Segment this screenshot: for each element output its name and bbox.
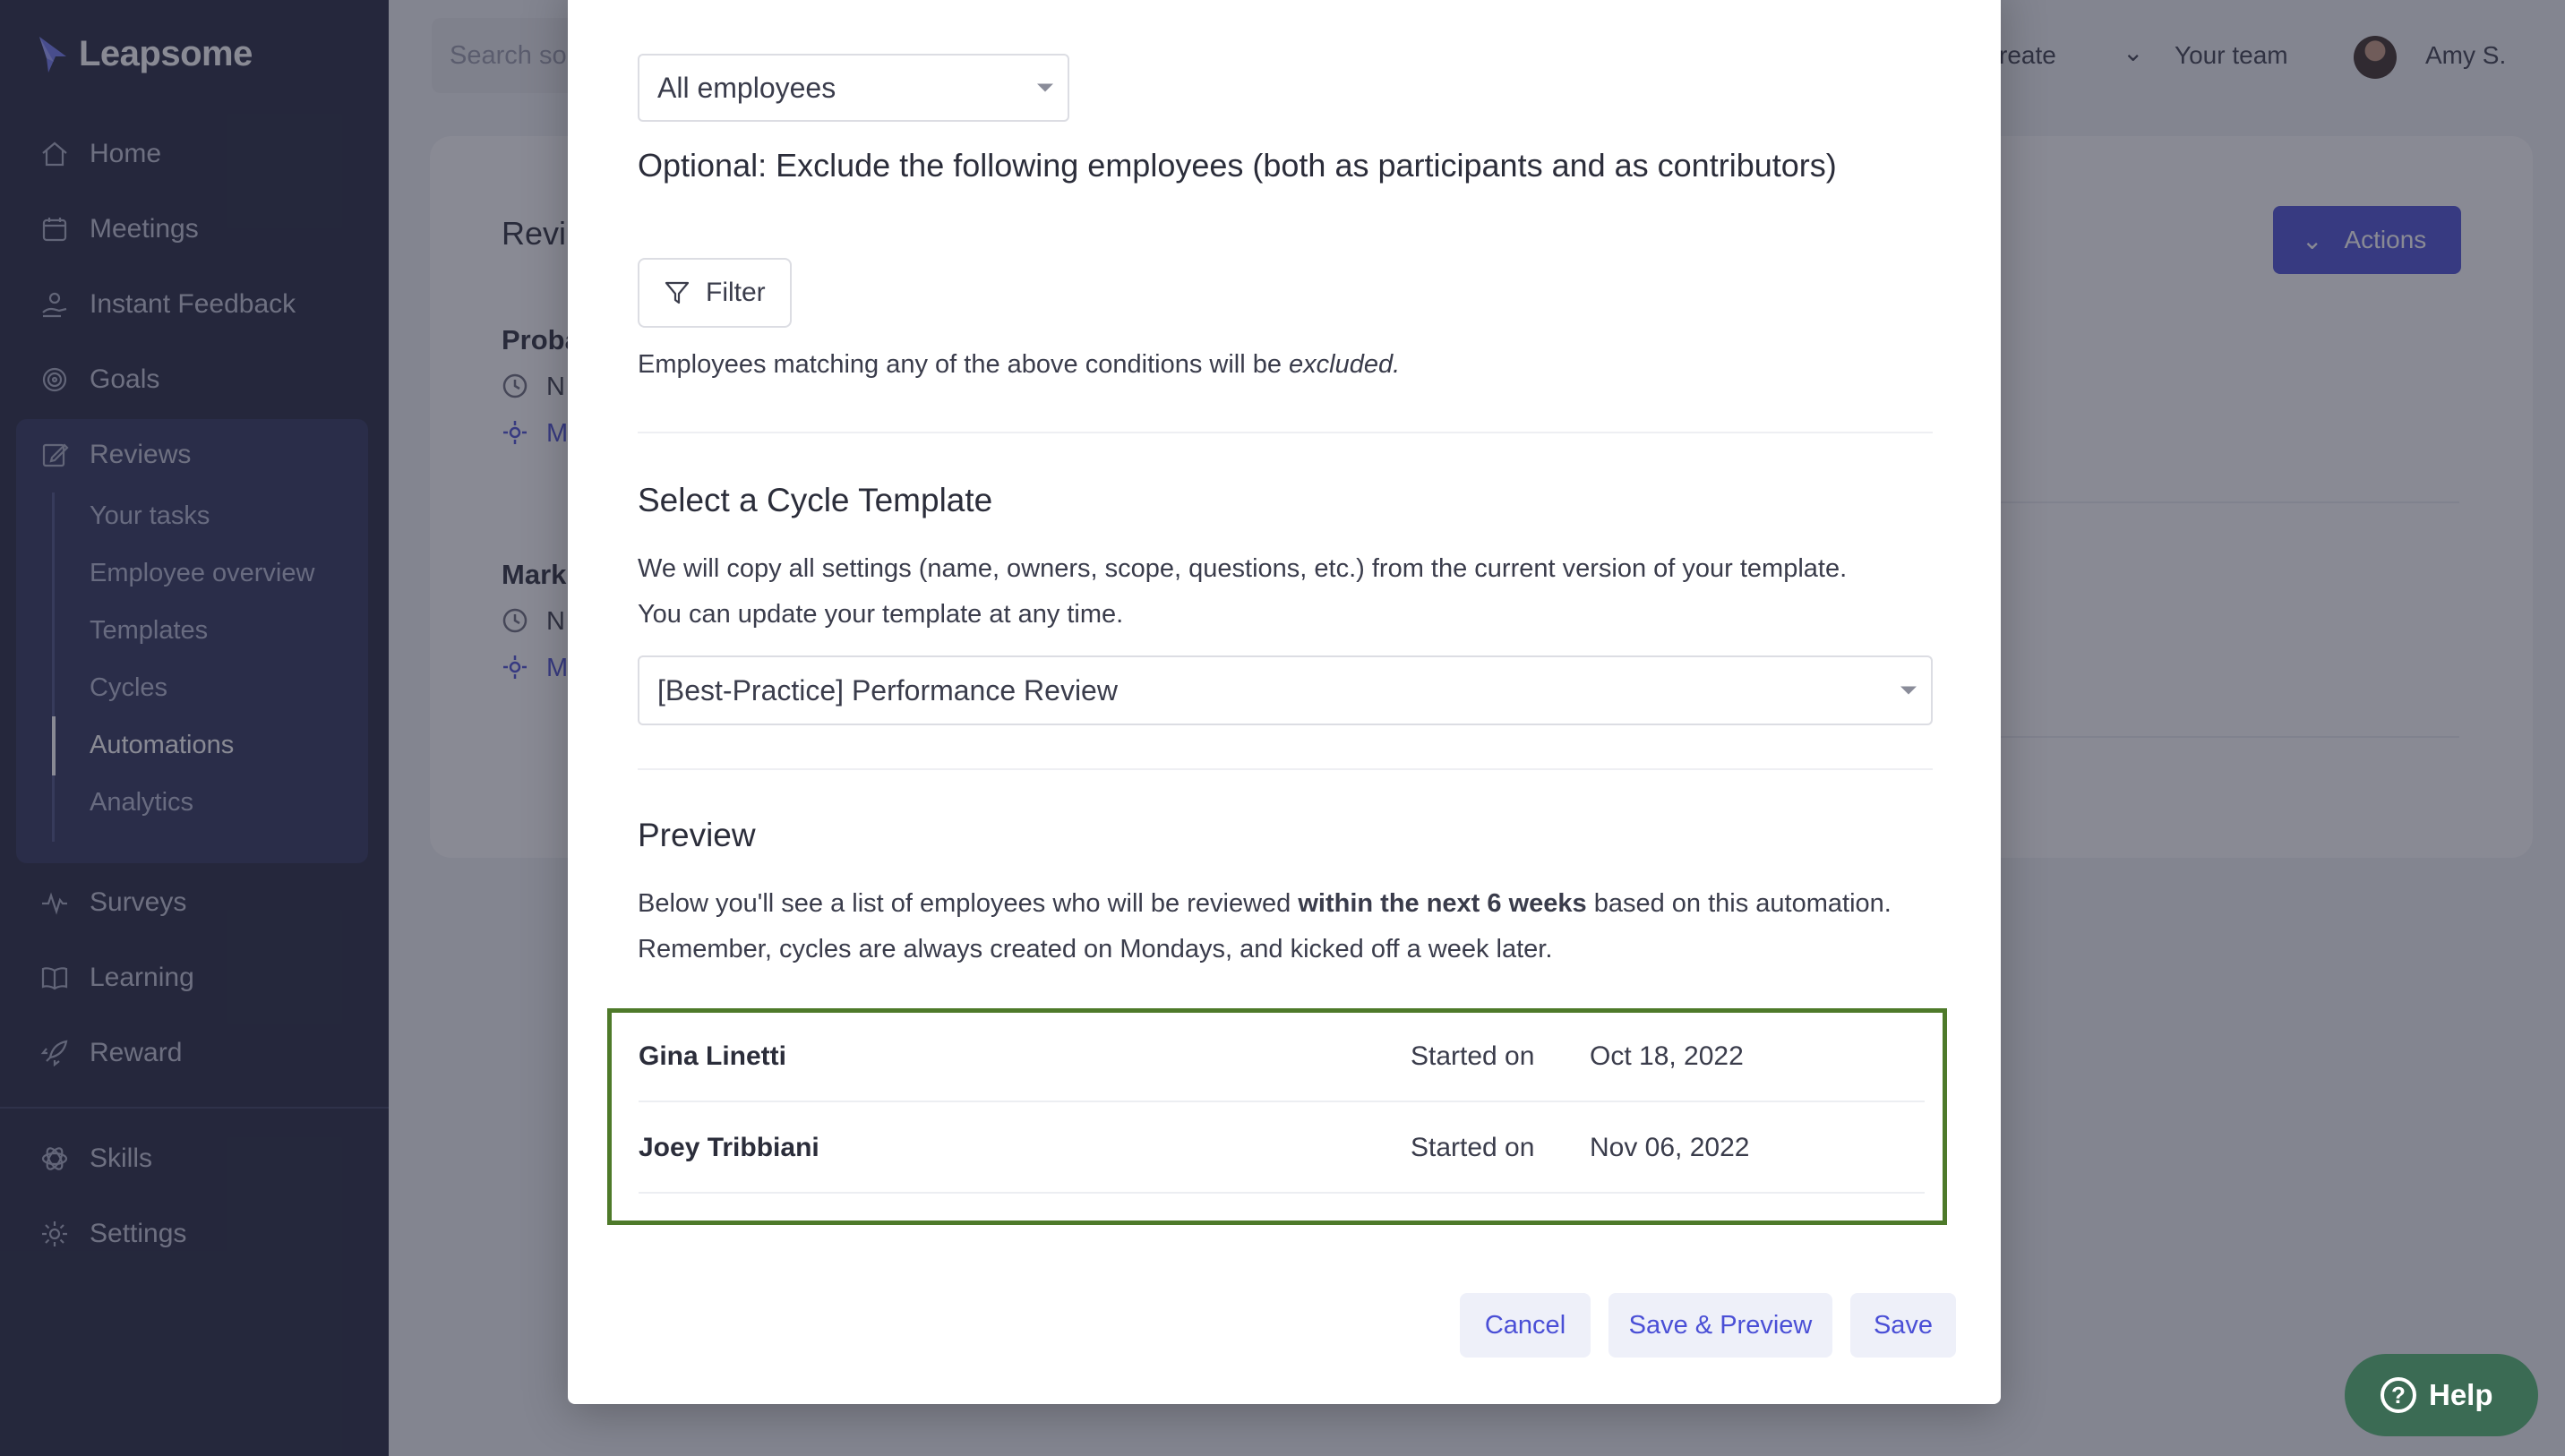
start-date: Nov 06, 2022 (1590, 1133, 1750, 1162)
exclude-note-text: Employees matching any of the above conditions will be (638, 350, 1290, 379)
preview-desc-bold: within the next 6 weeks (1298, 889, 1587, 918)
help-button[interactable] (2345, 1354, 2538, 1436)
cycle-template-value: [Best-Practice] Performance Review (657, 673, 1118, 707)
preview-desc-text: based on this automation. (1586, 889, 1892, 918)
automation-modal (568, 0, 2001, 1404)
section-divider (638, 432, 1933, 433)
filter-icon (663, 278, 691, 307)
template-description-line2: You can update your template at any time. (638, 600, 1124, 629)
question-icon: ? (2381, 1377, 2416, 1413)
employees-select[interactable] (638, 54, 1069, 122)
caret-down-icon (1037, 84, 1053, 92)
list-item (639, 1104, 1925, 1194)
employee-name: Joey Tribbiani (639, 1133, 819, 1162)
save-button[interactable]: Save (1850, 1293, 1956, 1358)
template-description-line1: We will copy all settings (name, owners, scope, questions, etc.) from the current version of your template. (638, 554, 1848, 583)
employees-select-value: All employees (657, 71, 836, 104)
template-heading: Select a Cycle Template (638, 482, 993, 518)
exclude-note (638, 342, 1400, 388)
exclude-heading: Optional: Exclude the following employees (both as participants and as contributors) (638, 147, 1837, 184)
employee-name: Gina Linetti (639, 1041, 786, 1071)
start-date: Oct 18, 2022 (1590, 1041, 1744, 1071)
preview-list (607, 1008, 1947, 1225)
preview-desc-text: Below you'll see a list of employees who will be reviewed (638, 889, 1299, 918)
preview-heading: Preview (638, 817, 756, 853)
cancel-button[interactable]: Cancel (1460, 1293, 1591, 1358)
caret-down-icon (1900, 687, 1917, 695)
list-item (639, 1013, 1925, 1102)
filter-label: Filter (706, 278, 766, 307)
save-preview-button[interactable]: Save & Preview (1608, 1293, 1832, 1358)
help-label: Help (2429, 1378, 2493, 1411)
cycle-template-select[interactable] (638, 655, 1933, 725)
preview-description-line1 (638, 881, 1892, 927)
preview-description-line2: Remember, cycles are always created on Mondays, and kicked off a week later. (638, 935, 1553, 964)
started-label: Started on (1411, 1133, 1535, 1162)
started-label: Started on (1411, 1041, 1535, 1071)
exclude-note-emphasis: excluded. (1289, 350, 1401, 379)
filter-button[interactable] (638, 258, 792, 328)
section-divider (638, 768, 1933, 770)
